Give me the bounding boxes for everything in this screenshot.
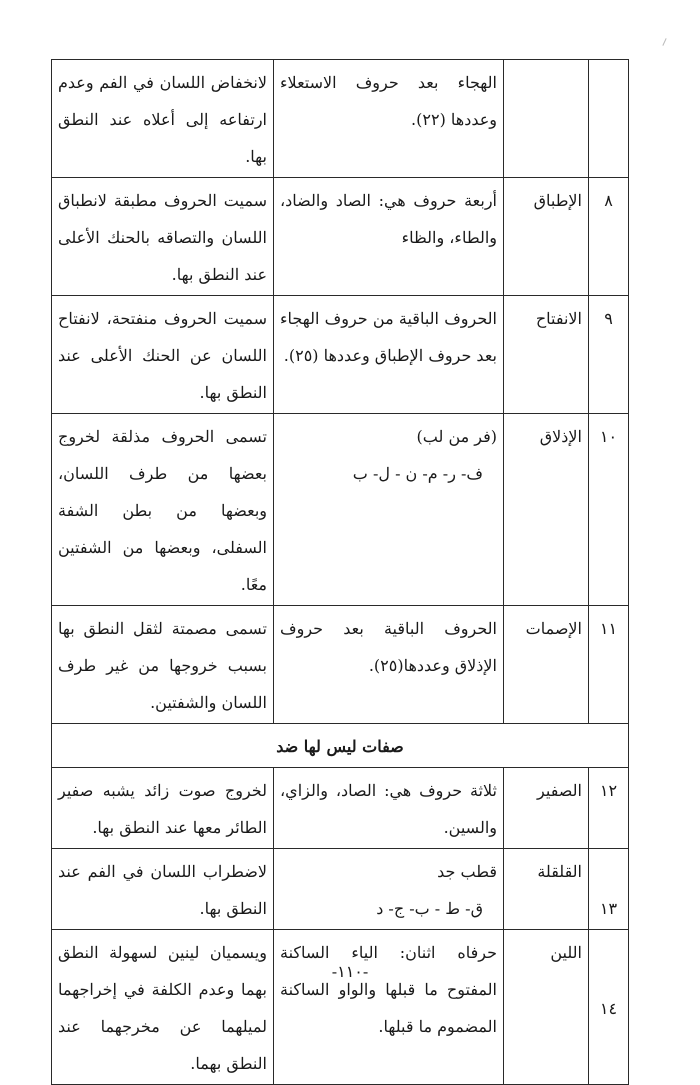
- letters-cell: الحروف الباقية من حروف الهجاء بعد حروف الإطباق وعددها (٢٥).: [274, 296, 504, 414]
- reason-cell: لاضطراب اللسان في الفم عند النطق بها.: [52, 849, 274, 930]
- row-number-cell: ١١: [589, 606, 629, 724]
- attribute-name-cell: الإصمات: [504, 606, 589, 724]
- row-number-cell: ١٤: [589, 930, 629, 1085]
- attribute-name-cell: الصفير: [504, 768, 589, 849]
- letters-cell: الهجاء بعد حروف الاستعلاء وعددها (٢٢).: [274, 60, 504, 178]
- letter-attributes-table: [51, 59, 629, 1085]
- table-row: [52, 606, 629, 724]
- attribute-name-cell: القلقلة: [504, 849, 589, 930]
- row-number-cell: [589, 60, 629, 178]
- attribute-name-cell: الانفتاح: [504, 296, 589, 414]
- table-row: [52, 296, 629, 414]
- letters-cell: [274, 849, 504, 930]
- letters-list: ق- ط - ب- ج- د: [376, 899, 483, 918]
- letters-mnemonic: (فر من لب): [416, 427, 497, 446]
- row-number-cell: ١٠: [589, 414, 629, 606]
- letters-mnemonic: قطب جد: [437, 862, 497, 881]
- attribute-name-cell: [504, 60, 589, 178]
- letters-cell: الحروف الباقية بعد حروف الإذلاق وعددها(٢٥).: [274, 606, 504, 724]
- table-row: [52, 849, 629, 930]
- letters-cell: حرفاه اثنان: الياء الساكنة المفتوح ما قبلها والواو الساكنة المضموم ما قبلها.: [274, 930, 504, 1085]
- table-row: [52, 930, 629, 1085]
- reason-cell: لانخفاض اللسان في الفم وعدم ارتفاعه إلى أعلاه عند النطق بها.: [52, 60, 274, 178]
- scan-mark: [662, 38, 666, 46]
- table-row-continuation: [52, 60, 629, 178]
- letters-cell: [274, 414, 504, 606]
- row-number-cell: ١٢: [589, 768, 629, 849]
- reason-cell: ويسميان لينين لسهولة النطق بهما وعدم الكلفة في إخراجهما لميلهما عن مخرجهما عند النطق بهما.: [52, 930, 274, 1085]
- table-row: [52, 414, 629, 606]
- table-row: [52, 768, 629, 849]
- table-row: [52, 178, 629, 296]
- letters-cell: أربعة حروف هي: الصاد والضاد، والطاء، والظاء: [274, 178, 504, 296]
- reason-cell: تسمى الحروف مذلقة لخروج بعضها من طرف اللسان، وبعضها من بطن الشفة السفلى، وبعضها من الشفتين معًا.: [52, 414, 274, 606]
- section-header-row: [52, 724, 629, 768]
- row-number-cell: ٩: [589, 296, 629, 414]
- section-header: صفات ليس لها ضد: [52, 724, 629, 768]
- attribute-name-cell: الإذلاق: [504, 414, 589, 606]
- row-number-cell: ١٣: [589, 849, 629, 930]
- row-number-cell: ٨: [589, 178, 629, 296]
- attribute-name-cell: اللين: [504, 930, 589, 1085]
- attribute-name-cell: الإطباق: [504, 178, 589, 296]
- letters-cell: ثلاثة حروف هي: الصاد، والزاي، والسين.: [274, 768, 504, 849]
- letters-list: ف- ر- م- ن - ل- ب: [352, 464, 483, 483]
- reason-cell: سميت الحروف مطبقة لانطباق اللسان والتصاقه بالحنك الأعلى عند النطق بها.: [52, 178, 274, 296]
- reason-cell: لخروج صوت زائد يشبه صفير الطائر معها عند النطق بها.: [52, 768, 274, 849]
- reason-cell: تسمى مصمتة لثقل النطق بها بسبب خروجها من غير طرف اللسان والشفتين.: [52, 606, 274, 724]
- page-number: -١١٠-: [331, 962, 369, 981]
- reason-cell: سميت الحروف منفتحة، لانفتاح اللسان عن الحنك الأعلى عند النطق بها.: [52, 296, 274, 414]
